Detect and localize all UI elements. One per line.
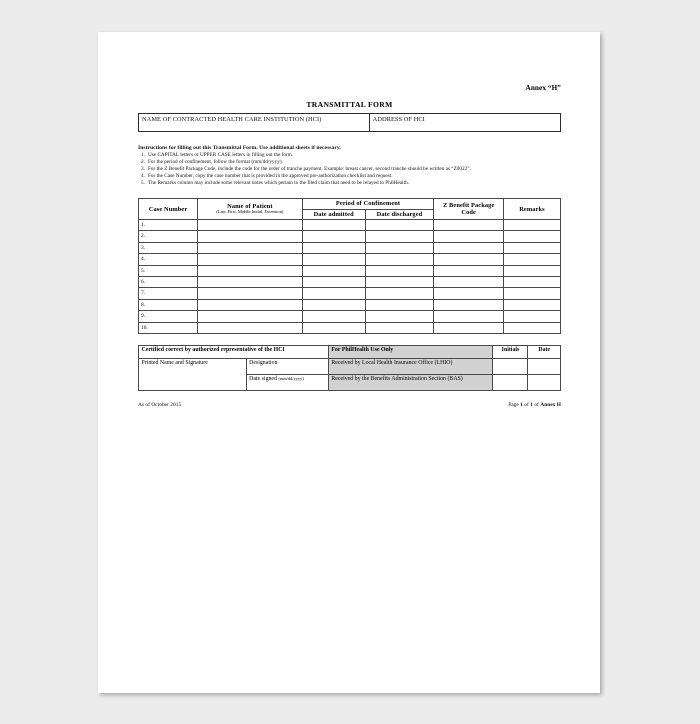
hci-header-table [138,113,561,132]
annex-label: Annex “H” [525,84,561,92]
cell-z-code[interactable] [434,231,504,242]
cell-date-discharged[interactable] [365,277,434,288]
list-item [138,159,561,166]
table-row [139,277,561,288]
row-number: 5. [139,265,198,276]
row-number: 7. [139,288,198,299]
date-signed-field[interactable] [246,374,328,390]
cell-date-admitted[interactable] [302,265,365,276]
cell-z-code[interactable] [434,254,504,265]
cell-date-discharged[interactable] [365,311,434,322]
designation-field[interactable]: Designation [246,358,328,374]
instruction-number: 2. [141,158,145,165]
cell-remarks[interactable] [504,299,561,310]
cell-z-code[interactable] [434,322,504,333]
bas-date-cell[interactable] [528,374,561,390]
cell-date-discharged[interactable] [365,322,434,333]
bas-initials-cell[interactable] [493,374,528,390]
philhealth-use-only-header: For PhilHealth Use Only [328,345,493,358]
cell-remarks[interactable] [504,220,561,231]
column-header-remarks: Remarks [504,199,561,220]
cell-z-code[interactable] [434,299,504,310]
table-row [139,220,561,231]
cell-date-discharged[interactable] [365,254,434,265]
page-suffix: of [532,401,541,408]
row-number: 3. [139,242,198,253]
cell-z-code[interactable] [434,220,504,231]
cell-name[interactable] [198,231,303,242]
cell-date-discharged[interactable] [365,288,434,299]
cell-date-admitted[interactable] [302,277,365,288]
cell-remarks[interactable] [504,322,561,333]
cell-name[interactable] [198,220,303,231]
cell-date-discharged[interactable] [365,242,434,253]
name-of-patient-sublabel: (Last, First, Middle Initial, Extension) [216,209,284,215]
cell-z-code[interactable] [434,265,504,276]
column-header-z-benefit-package-code: Z Benefit Package Code [434,199,504,220]
instructions-heading: Instructions for filling out this Transmittal Form. Use additional sheets if necessary. [138,144,341,151]
cell-date-discharged[interactable] [365,220,434,231]
cell-z-code[interactable] [434,277,504,288]
row-number: 2. [139,231,198,242]
certification-table [138,345,561,391]
list-item [138,166,561,173]
column-header-period-of-confinement: Period of Confinement [302,199,434,209]
document-page [98,32,600,693]
column-header-date: Date [528,345,561,358]
printed-name-and-signature-field[interactable]: Printed Name and Signature [139,358,247,390]
instruction-number: 3. [141,165,145,172]
cell-remarks[interactable] [504,254,561,265]
instruction-number: 1. [141,151,145,158]
cell-remarks[interactable] [504,242,561,253]
table-header-row [139,199,561,209]
instruction-number: 5. [141,180,145,187]
form-sheet [138,84,561,408]
cell-name[interactable] [198,322,303,333]
transmittal-entries-body [139,220,561,334]
cell-date-discharged[interactable] [365,299,434,310]
certification-block [138,345,561,391]
page-footer [138,402,561,408]
lhio-initials-cell[interactable] [493,358,528,374]
page-annex: Annex H [540,401,561,408]
page-mid: of [522,401,531,408]
table-row [139,288,561,299]
hci-address-field[interactable]: ADDRESS OF HCI [369,114,560,132]
column-header-initials: Initials [493,345,528,358]
cell-remarks[interactable] [504,277,561,288]
cell-date-admitted[interactable] [302,322,365,333]
instructions-list [138,152,561,188]
cell-name[interactable] [198,265,303,276]
column-header-date-discharged: Date discharged [365,209,434,219]
cell-date-discharged[interactable] [365,265,434,276]
instruction-number: 4. [141,173,145,180]
table-row [139,265,561,276]
column-header-name-of-patient [198,199,303,220]
instruction-text: For the period of confinement, follow the format (mm/dd/yyyy). [148,158,283,165]
cell-z-code[interactable] [434,311,504,322]
table-row [139,322,561,333]
cell-date-admitted[interactable] [302,311,365,322]
row-number: 9. [139,311,198,322]
cell-remarks[interactable] [504,311,561,322]
row-number: 6. [139,277,198,288]
cell-date-admitted[interactable] [302,254,365,265]
row-number: 8. [139,299,198,310]
name-of-patient-label: Name of Patient [227,203,273,211]
table-row [139,231,561,242]
list-item [138,152,561,159]
table-row [139,299,561,310]
cell-z-code[interactable] [434,242,504,253]
transmittal-entries-table [138,198,561,334]
received-by-lhio-label: Received by Local Health Insurance Office (LHIO) [328,358,493,374]
footer-revision-date: As of October 2015 [138,401,182,408]
cell-z-code[interactable] [434,288,504,299]
instruction-text: The Remarks column may include some relevant notes which pertain to the filed claim that need to be relayed to PhilHealth. [148,180,410,187]
cell-date-admitted[interactable] [302,242,365,253]
cell-name[interactable] [198,277,303,288]
cell-date-discharged[interactable] [365,231,434,242]
column-header-case-number: Case Number [139,199,198,220]
cell-name[interactable] [198,254,303,265]
lhio-date-cell[interactable] [528,358,561,374]
cell-date-admitted[interactable] [302,231,365,242]
row-number: 1. [139,220,198,231]
table-row [139,254,561,265]
cell-date-admitted[interactable] [302,220,365,231]
instruction-text: For the Z Benefit Package Code, include the code for the order of tranche payment. Example: breast cancer, second tranche should be written as “Z0022”. [148,165,471,172]
table-header-row [139,345,561,358]
instructions-block [138,145,561,188]
table-row [139,242,561,253]
table-row [139,114,561,132]
footer-pagination [508,402,561,408]
cell-name[interactable] [198,311,303,322]
cell-date-admitted[interactable] [302,288,365,299]
instruction-text: Use CAPITAL letters or UPPER CASE letters in filling out the form. [148,151,294,158]
hci-name-field[interactable]: NAME OF CONTRACTED HEALTH CARE INSTITUTION (HCI) [139,114,370,132]
row-number: 10. [139,322,198,333]
page-title: TRANSMITTAL FORM [306,100,393,109]
cell-name[interactable] [198,288,303,299]
column-header-date-admitted: Date admitted [302,209,365,219]
table-row [139,311,561,322]
cell-remarks[interactable] [504,288,561,299]
page-total: 1 [530,401,533,408]
date-signed-label: Date signed [249,376,277,383]
list-item [138,180,561,187]
page-prefix: Page [508,401,521,408]
cell-name[interactable] [198,242,303,253]
date-signed-format: (mm/dd/yyyy) [278,376,304,382]
certified-correct-header: Certified correct by authorized representative of the HCI [139,345,329,358]
cell-remarks[interactable] [504,265,561,276]
cell-remarks[interactable] [504,231,561,242]
cell-date-admitted[interactable] [302,299,365,310]
received-by-bas-label: Received by the Benefits Administration Section (BAS) [328,374,493,390]
cell-name[interactable] [198,299,303,310]
row-number: 4. [139,254,198,265]
page-current: 1 [520,401,523,408]
instruction-text: For the Case Number, copy the case number that is provided in the approved pre-authorization checklist and request. [148,173,393,180]
table-row [139,358,561,374]
